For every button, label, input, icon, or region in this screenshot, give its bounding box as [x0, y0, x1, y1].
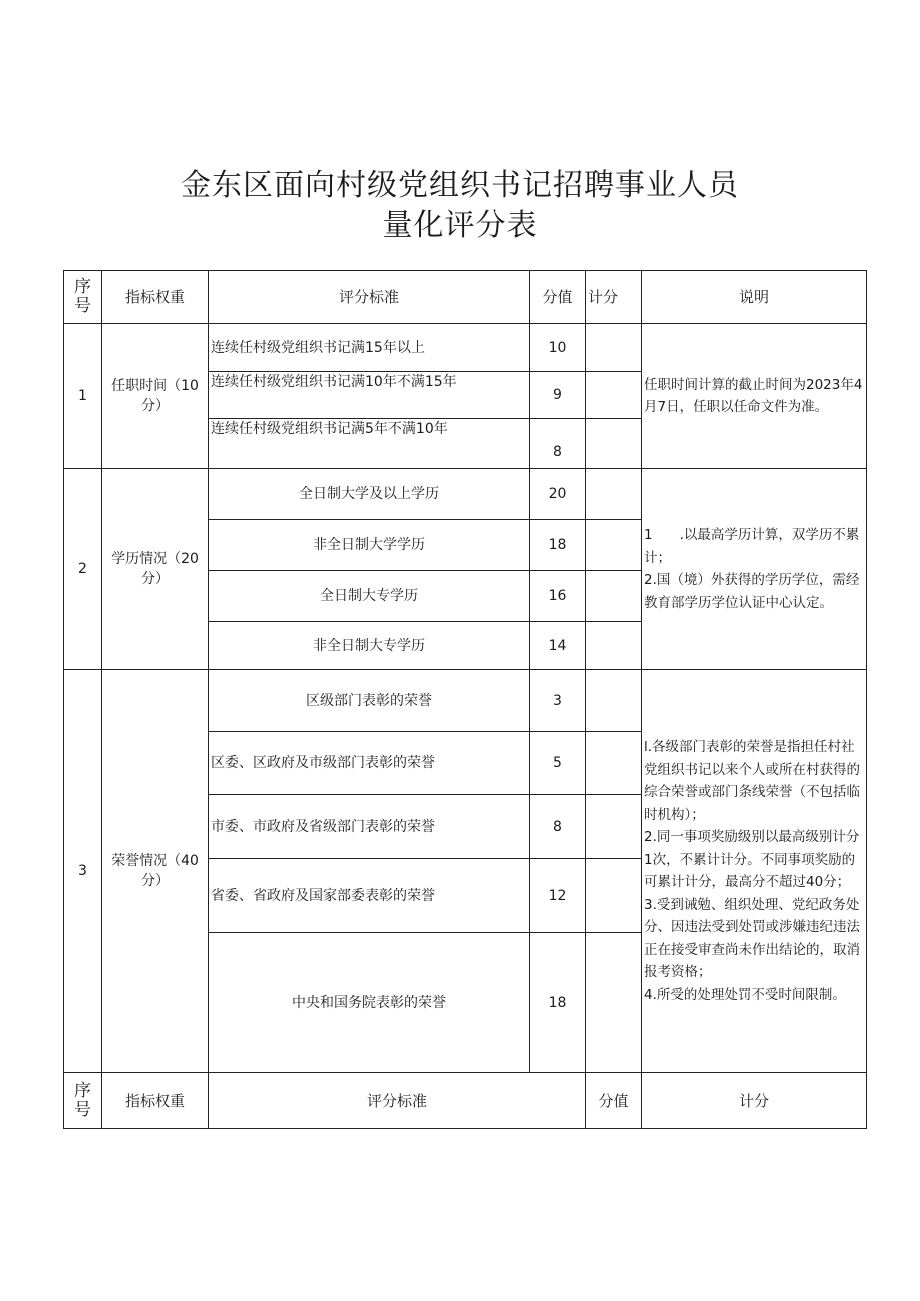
- section-note: 任职时间计算的截止时间为2023年4月7日，任职以任命文件为准。: [642, 324, 867, 469]
- criteria-cell: 连续任村级党组织书记满5年不满10年: [209, 419, 530, 469]
- header-indicator: 指标权重: [102, 271, 209, 324]
- page-subtitle: 量化评分表: [382, 208, 538, 243]
- score-cell: 9: [530, 372, 586, 419]
- tally-cell[interactable]: [586, 622, 642, 670]
- score-cell: 5: [530, 732, 586, 795]
- tally-cell[interactable]: [586, 419, 642, 469]
- tally-cell[interactable]: [586, 372, 642, 419]
- footer-header-criteria: 评分标准: [209, 1073, 586, 1129]
- tally-cell[interactable]: [586, 795, 642, 859]
- score-cell: 14: [530, 622, 586, 670]
- criteria-cell: 中央和国务院表彰的荣誉: [209, 933, 530, 1073]
- section-note: l.各级部门表彰的荣誉是指担任村社党组织书记以来个人或所在村获得的综合荣誉或部门条线荣誉（不包括临时机构）； 2.同一事项奖励级别以最高级别计分1次，不累计计分。不同事项奖励的可累计计分，最高分不超过40分； 3.受到诫勉、组织处理、党纪政务处分、因违法受到处罚或涉嫌违纪违法正在接受审查尚未作出结论的，取消报考资格； 4.所受的处理处罚不受时间限制。: [642, 670, 867, 1073]
- tally-cell[interactable]: [586, 520, 642, 571]
- footer-header-indicator: 指标权重: [102, 1073, 209, 1129]
- section-indicator: 学历情况（20分）: [102, 469, 209, 670]
- section-seq: 1: [64, 324, 102, 469]
- tally-cell[interactable]: [586, 469, 642, 520]
- tally-cell[interactable]: [586, 571, 642, 622]
- tally-cell[interactable]: [586, 859, 642, 933]
- criteria-cell: 连续任村级党组织书记满15年以上: [209, 324, 530, 372]
- section-seq: 3: [64, 670, 102, 1073]
- criteria-cell: 市委、市政府及省级部门表彰的荣誉: [209, 795, 530, 859]
- tally-cell[interactable]: [586, 732, 642, 795]
- header-notes: 说明: [642, 271, 867, 324]
- table-row: [64, 670, 867, 732]
- footer-header-score: 分值: [586, 1073, 642, 1129]
- footer-header-seq: 序号: [64, 1073, 102, 1129]
- scoring-table: [63, 270, 867, 1129]
- tally-cell[interactable]: [586, 670, 642, 732]
- tally-cell[interactable]: [586, 324, 642, 372]
- footer-header-tally: 计分: [642, 1073, 867, 1129]
- section-note: 1 .以最高学历计算，双学历不累计； 2.国（境）外获得的学历学位，需经教育部学历学位认证中心认定。: [642, 469, 867, 670]
- score-cell: 10: [530, 324, 586, 372]
- section-seq: 2: [64, 469, 102, 670]
- tally-cell[interactable]: [586, 933, 642, 1073]
- header-seq: 序号: [64, 271, 102, 324]
- header-tally: 计分: [586, 271, 642, 324]
- section-indicator: 任职时间（10分）: [102, 324, 209, 469]
- score-cell: 16: [530, 571, 586, 622]
- score-cell: 8: [530, 795, 586, 859]
- header-criteria: 评分标准: [209, 271, 530, 324]
- section-indicator: 荣誉情况（40分）: [102, 670, 209, 1073]
- score-cell: 12: [530, 859, 586, 933]
- score-cell: 20: [530, 469, 586, 520]
- table-header-row: [64, 271, 867, 324]
- criteria-cell: 全日制大专学历: [209, 571, 530, 622]
- score-cell: 18: [530, 933, 586, 1073]
- score-cell: 18: [530, 520, 586, 571]
- criteria-cell: 全日制大学及以上学历: [209, 469, 530, 520]
- table-row: [64, 469, 867, 520]
- page-title: 金东区面向村级党组织书记招聘事业人员: [181, 168, 739, 203]
- criteria-cell: 非全日制大专学历: [209, 622, 530, 670]
- header-score: 分值: [530, 271, 586, 324]
- table-row: [64, 324, 867, 372]
- table-footer-header-row: [64, 1073, 867, 1129]
- score-cell: 3: [530, 670, 586, 732]
- score-cell: 8: [530, 419, 586, 469]
- criteria-cell: 省委、省政府及国家部委表彰的荣誉: [209, 859, 530, 933]
- criteria-cell: 连续任村级党组织书记满10年不满15年: [209, 372, 530, 419]
- criteria-cell: 区委、区政府及市级部门表彰的荣誉: [209, 732, 530, 795]
- criteria-cell: 非全日制大学学历: [209, 520, 530, 571]
- criteria-cell: 区级部门表彰的荣誉: [209, 670, 530, 732]
